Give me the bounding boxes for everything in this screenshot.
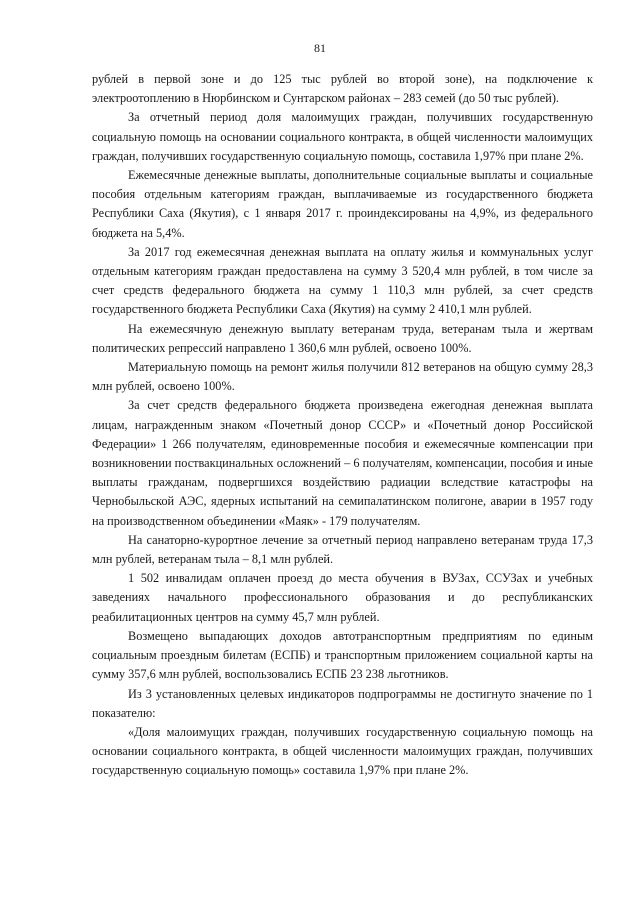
paragraph: «Доля малоимущих граждан, получивших государственную социальную помощь на основании социального контракта, в общей численности малоимущих граждан, получивших государственную социальную помощь» составила 1,97% при плане 2%. — [92, 724, 593, 778]
body-text — [92, 70, 593, 781]
page-number: 81 — [314, 41, 326, 55]
paragraph: На санаторно-курортное лечение за отчетный период направлено ветеранам труда 17,3 млн рублей, ветеранам тыла – 8,1 млн рублей. — [92, 532, 593, 567]
paragraph: На ежемесячную денежную выплату ветеранам труда, ветеранам тыла и жертвам политических репрессий направлено 1 360,6 млн рублей, освоено 100%. — [92, 321, 593, 355]
paragraph: За 2017 год ежемесячная денежная выплата на оплату жилья и коммунальных услуг отдельным категориям граждан предоставлена на сумму 3 520,4 млн рублей, в том числе за счет средств федерального бюджета на сумму 1 110,3 млн рублей, за счет средств государственного бюджета Республики Саха (Якутия) на сумму 2 410,1 млн рублей. — [92, 244, 593, 317]
paragraph: За счет средств федерального бюджета произведена ежегодная денежная выплата лицам, награжденным знаком «Почетный донор СССР» и «Почетный донор Российской Федерации» 1 266 получателям, единовременные пособия и ежемесячные компенсации при возникновении поствакцинальных осложнений – 6 получателям, компенсации, пособия и иные выплаты гражданам, подвергшихся воздействию радиации вследствие катастрофы на Чернобыльской АЭС, ядерных испытаний на семипалатинском полигоне, аварии в 1957 году на производственном объединении «Маяк» - 179 получателям. — [92, 398, 593, 528]
paragraph-continued: рублей в первой зоне и до 125 тыс рублей во второй зоне), на подключение к электроотоплению в Нюрбинском и Сунтарском районах – 283 семей (до 50 тыс рублей). — [92, 72, 593, 106]
paragraph: Возмещено выпадающих доходов автотранспортным предприятиям по единым социальным проездным билетам (ЕСПБ) и транспортным приложением социальной карты на сумму 357,6 млн рублей, воспользовались ЕСПБ 23 238 льготников. — [92, 628, 593, 682]
paragraph: За отчетный период доля малоимущих граждан, получивших государственную социальную помощь на основании социального контракта, в общей численности малоимущих граждан, получивших государственную социальную помощь, составила 1,97% при плане 2%. — [92, 110, 593, 163]
paragraph: Ежемесячные денежные выплаты, дополнительные социальные выплаты и социальные пособия отдельным категориям граждан, выплачиваемые из государственного бюджета Республики Саха (Якутия), с 1 января 2017 г. проиндексированы на 4,9%, из федерального бюджета на 5,4%. — [92, 168, 593, 240]
paragraph: Из 3 установленных целевых индикаторов подпрограммы не достигнуто значение по 1 показателю: — [92, 686, 593, 720]
paragraph: 1 502 инвалидам оплачен проезд до места обучения в ВУЗах, ССУЗах и учебных заведениях начального профессионального образования и до республиканских реабилитационных центров на сумму 45,7 млн рублей. — [92, 571, 593, 624]
paragraph: Материальную помощь на ремонт жилья получили 812 ветеранов на общую сумму 28,3 млн рублей, освоено 100%. — [92, 360, 593, 394]
